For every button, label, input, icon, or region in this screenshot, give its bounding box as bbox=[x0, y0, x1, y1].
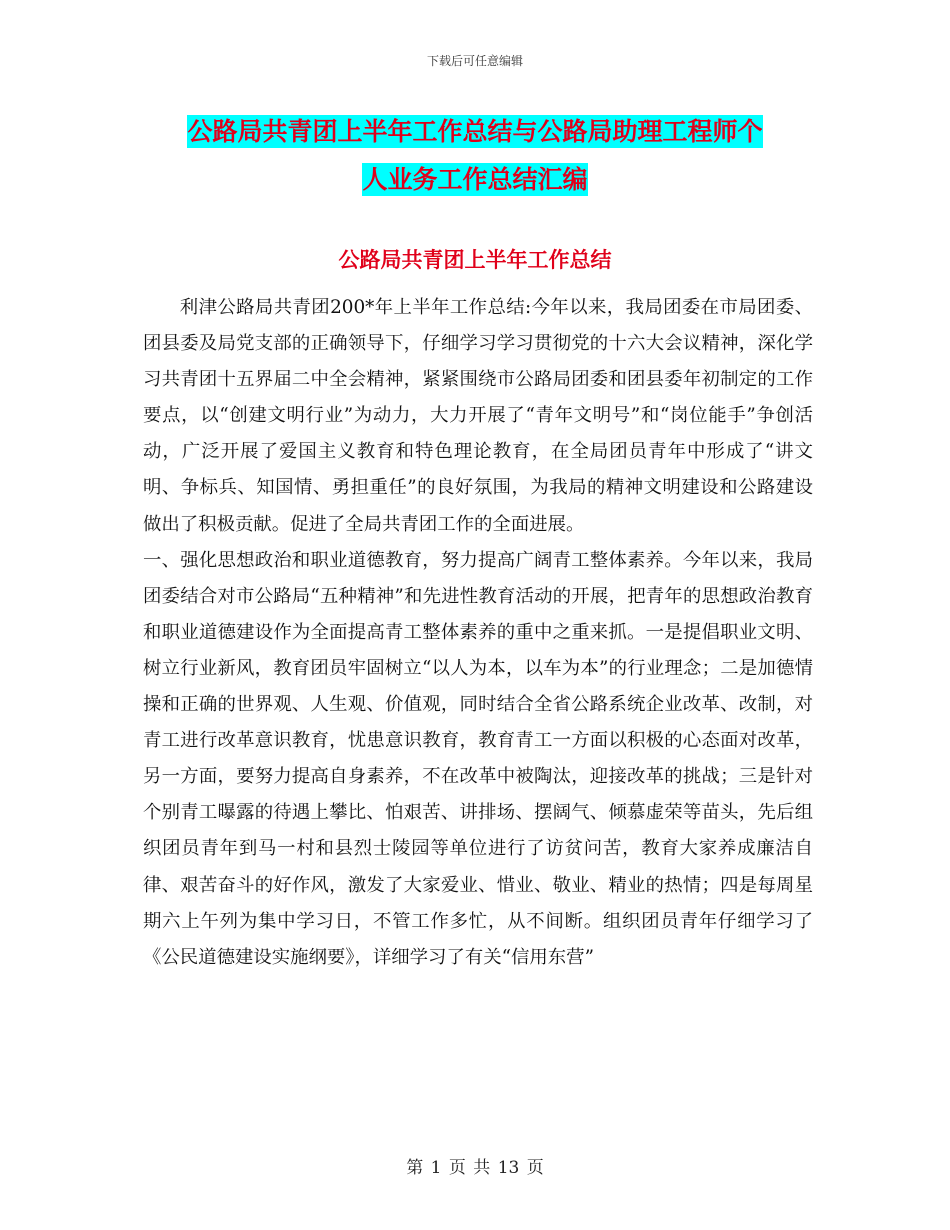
page-header-note: 下载后可任意编辑 bbox=[426, 54, 523, 68]
section-title: 公路局共青团上半年工作总结 bbox=[338, 248, 612, 272]
document-title bbox=[0, 108, 950, 204]
paragraph: 一、强化思想政治和职业道德教育，努力提高广阔青工整体素养。今年以来，我局团委结合对市公路局“五种精神”和先进性教育活动的开展，把青年的思想政治教育和职业道德建设作为全面提高青工整体素养的重中之重来抓。一是提倡职业文明、树立行业新风，教育团员牢固树立“以人为本，以车为本”的行业理念；二是加德情操和正确的世界观、人生观、价值观，同时结合全省公路系统企业改革、改制，对青工进行改革意识教育，忧患意识教育，教育青工一方面以积极的心态面对改革，另一方面，要努力提高自身素养，不在改革中被陶汰，迎接改革的挑战；三是针对个别青工曝露的待遇上攀比、怕艰苦、讲排场、摆阔气、倾慕虚荣等苗头，先后组织团员青年到马一村和县烈士陵园等单位进行了访贫问苦，教育大家养成廉洁自律、艰苦奋斗的好作风，激发了大家爱业、惜业、敬业、精业的热情；四是每周星期六上午列为集中学习日，不管工作多忙，从不间断。组织团员青年仔细学习了《公民道德建设实施纲要》，详细学习了有关“信用东营” bbox=[143, 549, 813, 968]
document-title-line-1: 公路局共青团上半年工作总结与公路局助理工程师个 bbox=[187, 117, 763, 146]
document-title-line-2: 人业务工作总结汇编 bbox=[362, 165, 588, 194]
paragraph: 利津公路局共青团200*年上半年工作总结:今年以来，我局团委在市局团委、团县委及局党支部的正确领导下，仔细学习学习贯彻党的十六大会议精神，深化学习共青团十五界届二中全会精神，紧紧围绕市公路局团委和团县委年初制定的工作要点，以“创建文明行业”为动力，大力开展了“青年文明号”和“岗位能手”争创活动，广泛开展了爱国主义教育和特色理论教育，在全局团员青年中形成了“讲文明、争标兵、知国情、勇担重任”的良好氛围，为我局的精神文明建设和公路建设做出了积极贡献。促进了全局共青团工作的全面进展。 bbox=[143, 297, 813, 535]
page-footer: 第 1 页 共 13 页 bbox=[406, 1158, 544, 1178]
body-text bbox=[143, 290, 813, 976]
